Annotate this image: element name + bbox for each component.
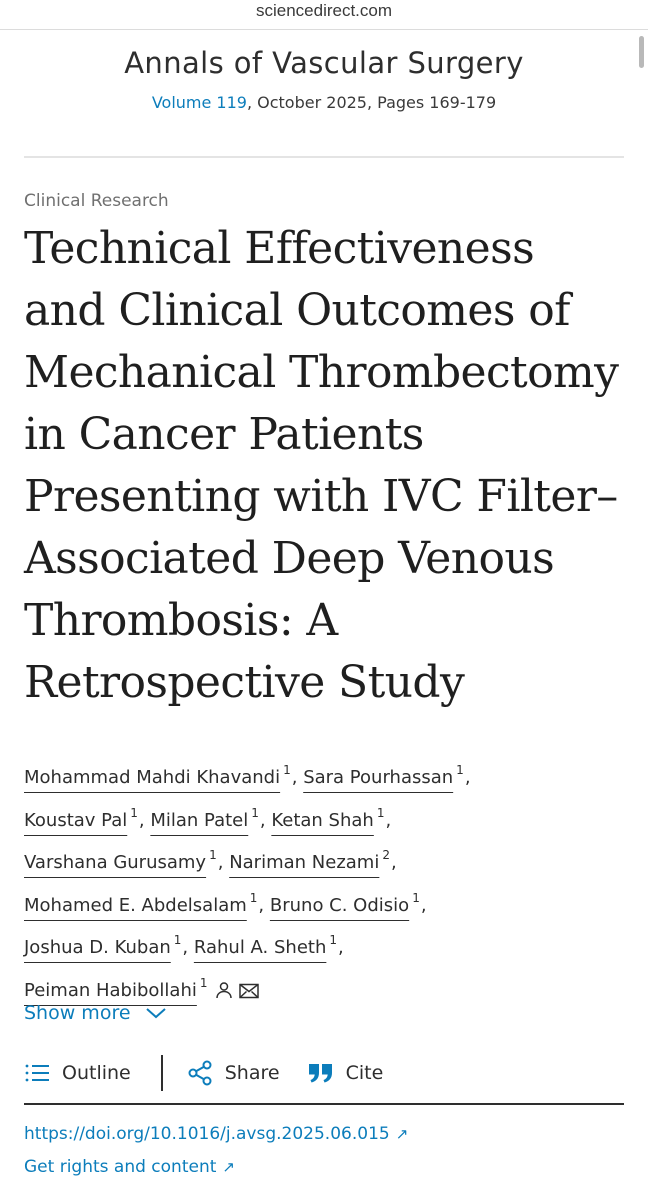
actions-divider-line [24,1103,624,1105]
chevron-down-icon [145,1006,167,1020]
doi-text: https://doi.org/10.1016/j.avsg.2025.06.015 [24,1124,390,1144]
author-separator: , [291,767,304,788]
author-affiliation: 1 [412,890,420,905]
author-affiliation: 1 [173,933,182,947]
author-item[interactable] [271,805,385,831]
share-button[interactable] [187,1060,280,1086]
author-item[interactable] [303,763,465,788]
external-arrow-icon: ↗ [395,1125,409,1143]
article-title: Technical Effectiveness and Clinical Outcomes of Mechanical Thrombectomy in Cancer Patients Presenting with IVC Filter–Associated Deep Venous Thrombosis: A Retrospective Study [24,223,619,708]
outline-button[interactable] [24,1062,131,1084]
author-item[interactable] [24,763,292,788]
author-separator: , [259,809,272,831]
outline-label: Outline [62,1062,131,1084]
external-arrow-icon: ↗ [222,1158,235,1176]
author-name: Milan Patel [150,809,249,831]
author-separator: , [138,809,151,831]
doi-link[interactable] [24,1122,408,1146]
rights-text: Get rights and content [24,1157,217,1177]
list-icon [24,1063,50,1083]
author-name: Peiman Habibollahi [24,979,197,1001]
share-icon [187,1060,213,1086]
author-item[interactable] [229,848,391,873]
author-name: Ketan Shah [271,809,374,831]
volume-link[interactable]: Volume 119 [151,93,247,112]
header-divider [24,156,624,158]
journal-title[interactable]: Annals of Vascular Surgery [124,46,524,80]
author-name: Joshua D. Kuban [24,937,171,958]
show-more-button[interactable] [24,1000,167,1026]
author-separator: , [338,937,344,958]
url-text: sciencedirect.com [255,1,393,20]
author-affiliation: 1 [209,848,217,862]
author-separator: , [390,852,397,873]
author-name: Varshana Gurusamy [24,852,207,873]
author-affiliation: 1 [251,805,259,820]
author-name: Rahul A. Sheth [193,937,327,958]
author-name: Nariman Nezami [229,852,380,873]
author-item[interactable] [24,975,259,1001]
person-icon[interactable] [215,981,233,999]
author-item[interactable] [24,805,139,831]
author-name: Mohamed E. Abdelsalam [24,894,247,916]
author-affiliation: 1 [376,805,385,820]
author-separator: , [217,852,230,873]
author-item[interactable] [24,890,258,916]
author-item[interactable] [24,848,218,873]
actions-divider [161,1055,163,1091]
article-actions-bar [24,1053,624,1093]
author-affiliation: 1 [249,890,258,905]
author-item[interactable] [24,933,182,958]
author-affiliation: 1 [456,763,464,777]
author-name: Koustav Pal [24,809,128,831]
share-label: Share [224,1062,280,1084]
author-name: Mohammad Mahdi Khavandi [24,767,281,788]
cite-label: Cite [345,1062,384,1084]
show-more-label: Show more [24,1002,131,1024]
author-affiliation: 1 [283,763,291,777]
author-list [24,753,624,1008]
author-separator: , [420,894,427,916]
author-separator: , [258,894,270,916]
author-affiliation: 1 [329,933,337,947]
issue-info [0,92,648,114]
author-affiliation: 1 [130,805,138,820]
author-separator: , [464,767,471,788]
rights-link[interactable] [24,1155,235,1179]
author-separator: , [385,809,392,831]
author-separator: , [182,937,194,958]
author-item[interactable] [150,805,260,831]
quote-icon [308,1062,334,1084]
envelope-icon[interactable] [239,983,259,999]
author-affiliation: 2 [382,848,390,862]
author-name: Bruno C. Odisio [269,894,410,916]
cite-button[interactable] [308,1062,384,1084]
author-item[interactable] [269,890,421,916]
issue-details: , October 2025, Pages 169-179 [246,93,497,112]
author-affiliation: 1 [199,975,208,990]
article-type: Clinical Research [24,191,169,211]
browser-url-bar[interactable] [0,0,648,30]
author-item[interactable] [193,933,338,958]
author-name: Sara Pourhassan [303,767,454,788]
